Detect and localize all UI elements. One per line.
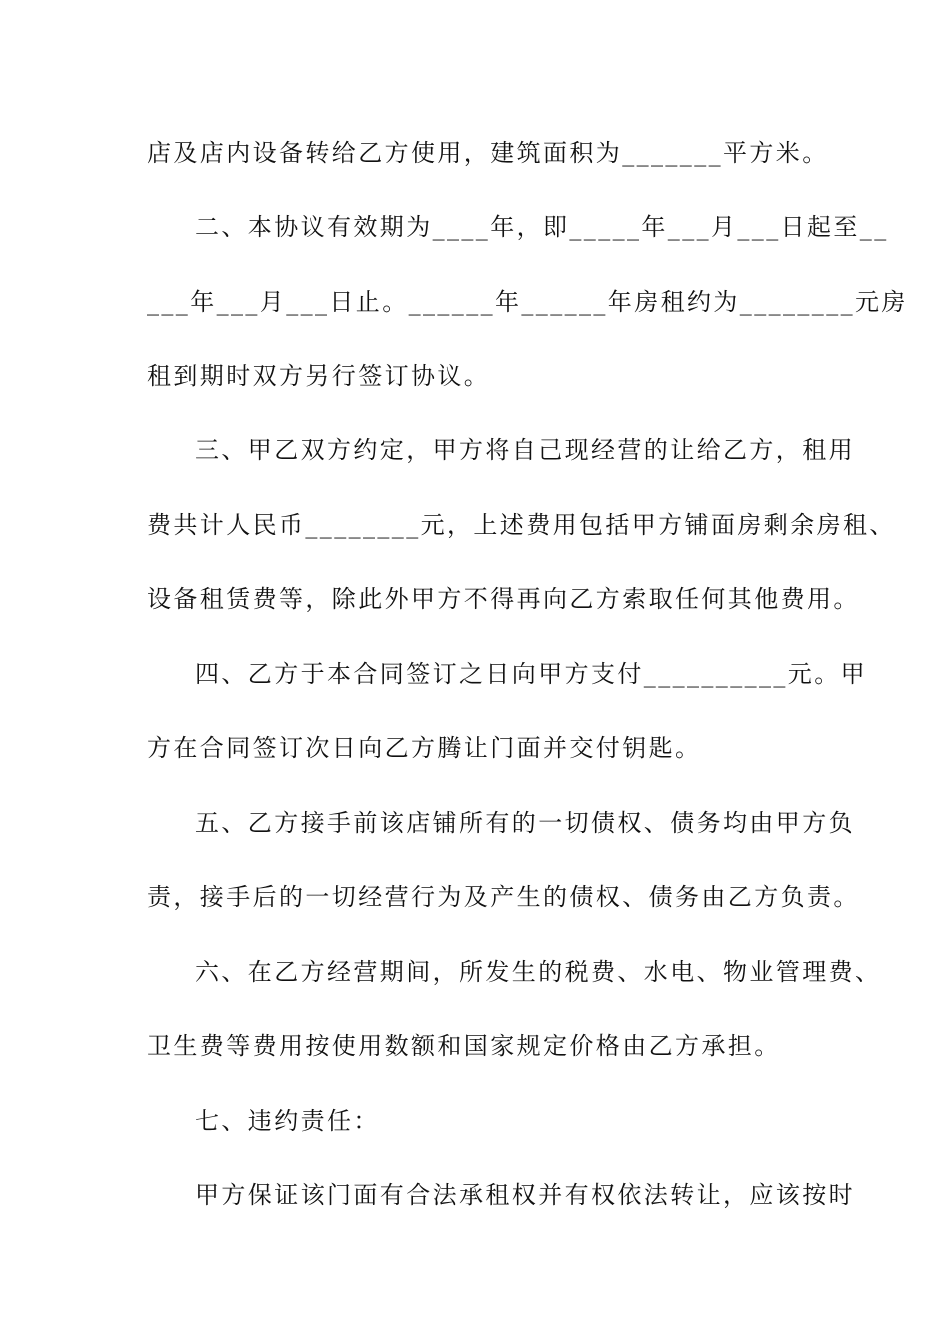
clause-6-line-1: 六、在乙方经营期间，所发生的税费、水电、物业管理费、 <box>195 958 882 986</box>
clause-7-line-1: 甲方保证该门面有合法承租权并有权依法转让，应该按时 <box>195 1181 855 1209</box>
clause-2-line-1: 二、本协议有效期为____年，即_____年___月___日起至__ <box>195 213 889 241</box>
clause-3-line-2: 费共计人民币________元，上述费用包括甲方铺面房剩余房租、 <box>147 511 896 539</box>
clause-2-line-3: 租到期时双方另行签订协议。 <box>147 362 491 390</box>
clause-5-line-2: 责，接手后的一切经营行为及产生的债权、债务由乙方负责。 <box>147 883 860 911</box>
clause-5-line-1: 五、乙方接手前该店铺所有的一切债权、债务均由甲方负 <box>195 809 855 837</box>
clause-3-line-1: 三、甲乙双方约定，甲方将自己现经营的让给乙方，租用 <box>195 436 855 464</box>
clause-6-line-2: 卫生费等费用按使用数额和国家规定价格由乙方承担。 <box>147 1032 781 1060</box>
clause-2-line-2: ___年___月___日止。______年______年房租约为________元房 <box>147 288 908 316</box>
clause-7-heading: 七、违约责任： <box>195 1107 380 1135</box>
clause-3-line-3: 设备租赁费等，除此外甲方不得再向乙方索取任何其他费用。 <box>147 585 860 613</box>
text-line-1: 店及店内设备转给乙方使用，建筑面积为_______平方米。 <box>147 139 829 167</box>
clause-4-line-1: 四、乙方于本合同签订之日向甲方支付__________元。甲 <box>195 660 867 688</box>
clause-4-line-2: 方在合同签订次日向乙方腾让门面并交付钥匙。 <box>147 734 702 762</box>
